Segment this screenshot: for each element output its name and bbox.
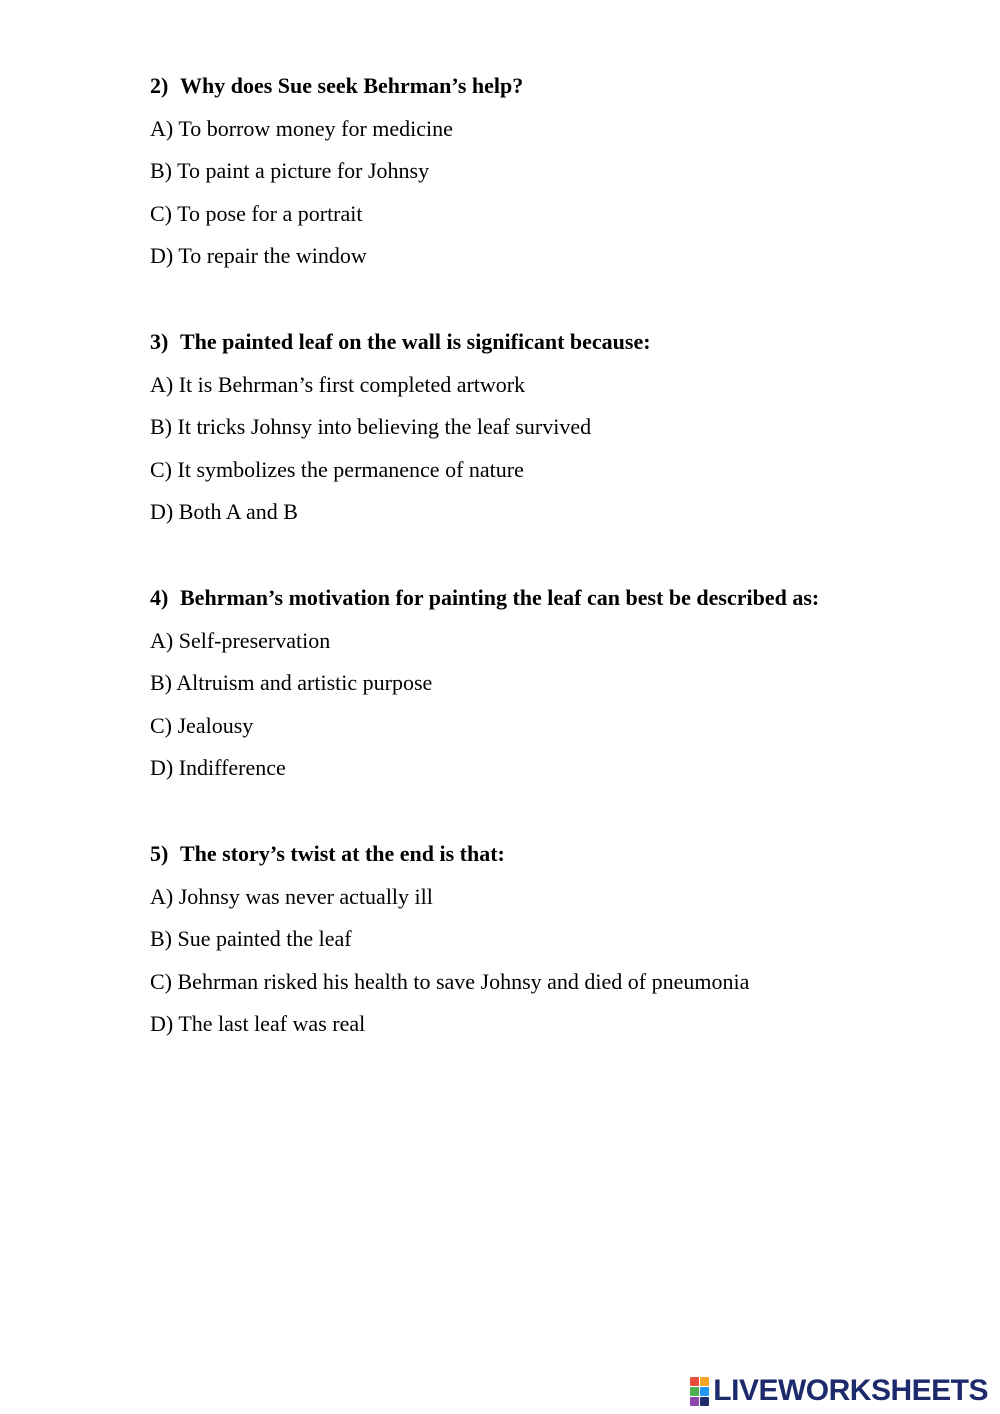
question-title — [150, 585, 950, 611]
answer-option-d[interactable]: D) The last leaf was real — [150, 1011, 366, 1037]
answer-option-d[interactable]: D) To repair the window — [150, 243, 367, 269]
question-3 — [150, 329, 950, 525]
question-2 — [150, 73, 950, 269]
logo-block-icon — [700, 1377, 709, 1386]
question-title — [150, 329, 950, 355]
answer-option-b[interactable]: B) It tricks Johnsy into believing the leaf survived — [150, 414, 592, 440]
logo-text: LIVEWORKSHEETS — [713, 1374, 988, 1407]
question-text: The painted leaf on the wall is significant because: — [180, 329, 651, 354]
question-text: The story’s twist at the end is that: — [180, 841, 505, 866]
answer-option-a[interactable]: A) Self-preservation — [150, 627, 331, 653]
answer-option-c[interactable]: C) Jealousy — [150, 712, 254, 738]
question-4 — [150, 585, 950, 781]
answer-option-a[interactable]: A) Johnsy was never actually ill — [150, 883, 433, 909]
logo-block-icon — [690, 1377, 699, 1386]
answer-option-d[interactable]: D) Both A and B — [150, 499, 298, 525]
answer-option-c[interactable]: C) To pose for a portrait — [150, 200, 363, 226]
logo-block-icon — [700, 1397, 709, 1406]
answer-option-a[interactable]: A) It is Behrman’s first completed artwork — [150, 371, 526, 397]
answer-option-a[interactable]: A) To borrow money for medicine — [150, 115, 453, 141]
question-title — [150, 73, 950, 99]
logo-block-icon — [690, 1387, 699, 1396]
logo-block-icon — [700, 1387, 709, 1396]
question-number: 4) — [150, 585, 169, 610]
question-text: Why does Sue seek Behrman’s help? — [180, 73, 524, 98]
answer-option-c[interactable]: C) Behrman risked his health to save Johnsy and died of pneumonia — [150, 968, 750, 994]
question-title — [150, 841, 950, 867]
answer-option-d[interactable]: D) Indifference — [150, 755, 286, 781]
answer-option-c[interactable]: C) It symbolizes the permanence of nature — [150, 456, 524, 482]
logo-mark-icon — [690, 1377, 709, 1406]
question-number: 3) — [150, 329, 169, 354]
answer-option-b[interactable]: B) Altruism and artistic purpose — [150, 670, 433, 696]
liveworksheets-logo — [690, 1373, 988, 1409]
question-number: 2) — [150, 73, 169, 98]
answer-option-b[interactable]: B) To paint a picture for Johnsy — [150, 158, 430, 184]
answer-option-b[interactable]: B) Sue painted the leaf — [150, 926, 352, 952]
question-number: 5) — [150, 841, 169, 866]
logo-block-icon — [690, 1397, 699, 1406]
question-text: Behrman’s motivation for painting the leaf can best be described as: — [180, 585, 820, 610]
question-5 — [150, 841, 950, 1037]
